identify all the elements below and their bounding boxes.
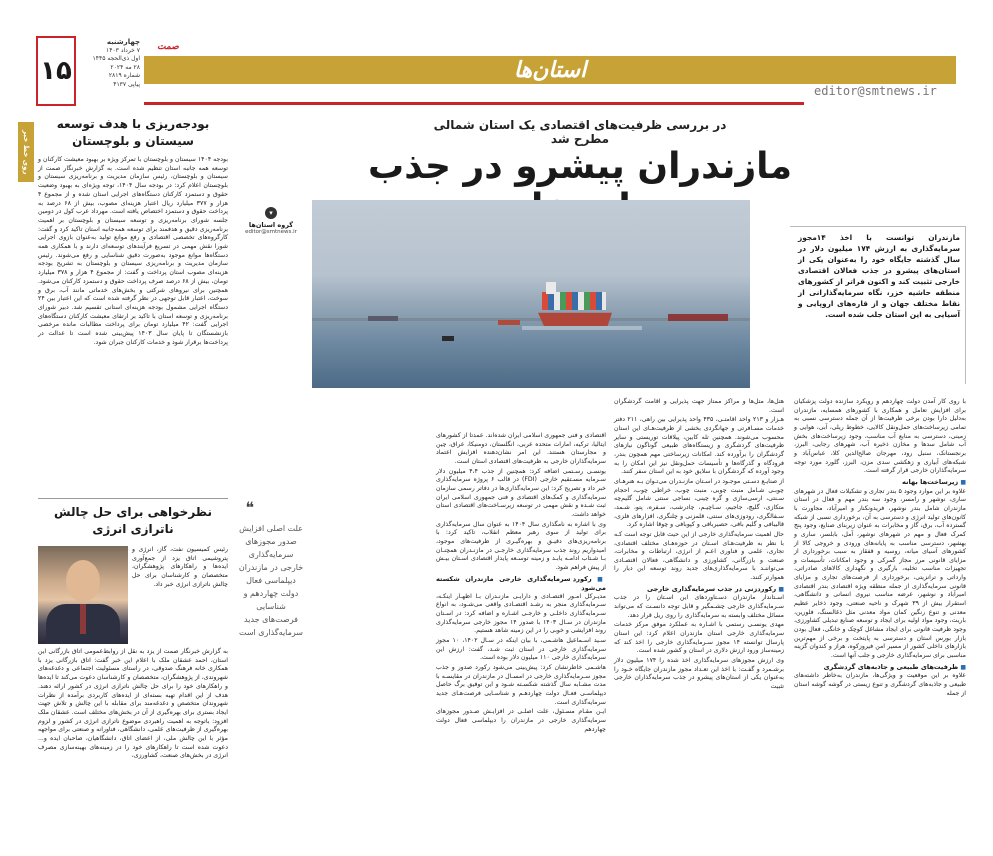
photo-ship-bridge	[546, 282, 556, 294]
date-hijri: اول ذی‌الحجه ۱۴۴۵	[92, 55, 140, 62]
article-paragraph: هاشـمی خاطرنشان کرد: پیش‌بینی می‌شود رکورد صدور و جذب مجوز سـرمایه‌گذاری خارجی در امسـال در مازندران در مقایسـه با مدت مشـابه سال گذشته شکسـته شـود و این توفیق برگ حاصل دیپلماسـی فعـال دولت چهاردهـم و شناسـایی فرصت‌هـای جدید سرمایه‌گذاری است.	[436, 664, 606, 706]
article-paragraph: مدیـرکل امـور اقتصـادی و دارایـی مازنـدران بـا اظهـار اینکـه، سـرمایه‌گذاری منجر به رشـد اقتصـادی واقعی می‌شـود، به انواع سـرمایه‌گذاری داخلـی و خارجـی اشـاره و اضافه کرد: در اسـتان مازندران در سـال ۱۴۰۳ با صدور ۱۴ مجوز خارجی سرمایه‌گذاری روند افزایشی و خوبی را در این زمینه شاهد هستیم.	[436, 592, 606, 635]
byline-group: گروه استان‌ها	[248, 221, 294, 229]
article-title: مازندران پیشرو در جذب	[368, 146, 792, 187]
article-paragraph: اسـتاندار مازندران دسـتاوردهای این اسـتان را در جذب سـرمایه‌گذاری خارجی چشـمگیر و قابل توجه دانسـت که می‌تواند مسائل مختلف وابسته به سرمایه‌گذاری را روی ریل قرار دهد.	[614, 594, 784, 619]
portrait-photo	[38, 546, 128, 644]
article-paragraph: اقتصادی و فنی جمهوری اسلامی ایران شده‌اند. عمدتا از کشورهای ایتالیا، ترکیه، امارات متحده عربی، انگلستان، دومنیکا، عراق، چین و مجارستان هستند. این امر نشان‌دهنده افزایش اعتماد سرمایه‌گذاران خارجی به ظرفیت‌های اقتصادی استان است.	[436, 432, 606, 465]
sidebar-story2-body: به گزارش خبرنگار صمت از یزد به نقل از روابط‌عمومی اتاق بازرگانی این استان، احمد عشقان ملک با اعلام این خبر گفت: اتاق بازرگانی یزد با همکاری خانه فرهنگ صدوقی، در راستای مسئولیت اجتماعی و دغدغه‌های شهروندی، از پژوهشگران، متخصصان و کارشناسان دعوت می‌کند تا ایده‌ها و راهکارهای خود را برای حل چالش ناترازی انرژی در کشور ارائه دهند. هدف از این اقدام تهیه بسته‌ای از ایده‌های کاربردی برآمده از نظرات شهروندان متخصص و دغدغه‌مند برای مقابله با این چالش و تلاش جهت ایجاد بستری برای بهره‌گیری از آن در بخش‌های مختلف است. عشقان ملک افزود: باتوجه به اهمیت راهبردی موضوع ناترازی انرژی در کشور و لزوم بهره‌گیری از ظرفیت‌های علمی، دانشگاهی، فناورانه و صنعتی برای مواجهه مؤثر با این چالش ملی، از اعضای اتاق، دانشگاهیان، صاحبان ایده و... دعوت شده است تا راهکارهای خود را در زمینه‌های بهینه‌سازی مصرف انرژی در بخش‌های صنعت، کشاورزی،	[38, 648, 228, 760]
article-paragraph: وی با اشاره به نامگذاری سال ۱۴۰۴ به عنوان سال سرمایه‌گذاری برای تولید از سوی رهبر معظم انقلاب، تاکید کرد: با برنامه‌ریزی‌های دقیـق و بهره‌گیـری از ظرفیت‌های موجود، امیدواریم روند جذب سرمایه‌گذاری خارجـی در مازنـدران همچنـان بـا شـتاب ادامـه یابـد و زمینه توسـعه پایدار اقتصادی اسـتان بیـش از پیش فراهم شود.	[436, 520, 606, 571]
article-lead: مازندران توانست با اخذ ۱۴مجوز سرمایه‌گذاری به ارزش ۱۷۴ میلیون دلار در سال گذشته جایگاه خود را به‌عنوان یکی از استان‌های پیشرو در جذب فعالان اقتصادی خارجی تثبیت کند و اکنون فراتر از کشورهای منطقه حاشیه خزر، نگاه سرمایه‌گذارانی از نقاط مختلف جهان و از قاره‌های اروپایی و آسیایی به این استان جلب شده است.	[798, 233, 960, 319]
photo-small-boat	[442, 336, 454, 341]
byline-email[interactable]: editor@smtnews.ir	[245, 229, 297, 235]
sidebar-story2-title: نظرخواهی برای حل چالش ناترازی انرژی	[53, 505, 212, 536]
quote-icon: ❝	[245, 498, 254, 517]
article-paragraph: حال اهمیت سرمایه‌گذاری خارجی از این حیث قابل توجه است کـه با نظر به ظرفیت‌هـای اسـتان در حوزه‌هـای مختلف اقتصادی، تجاری، علمی و فناوری اعـم از انرژی، ارتباطات و مخابرات، صنعت و بازرگانی، کشاورزی و دانشگاهی، فعالان اقتصـادی می‌تواننـد با سرمایه‌گذاری‌های جدید روند توسعه این دیار را هموارتر کنند.	[614, 530, 784, 582]
masthead	[36, 36, 956, 106]
article-paragraph: یونسـی رسـتمی اضافه کرد: همچنین از جذب ۴،۴ میلیون دلار سـرمایه مسـتقیم خارجی (FDI) در قالب ۶ پروژه سرمایه‌گذاری خبر داد و تصریح کرد: این سرمایه‌گذاری‌ها در دفاتر رسمی سازمان سرمایه‌گذاری و کمک‌های اقتصادی و فنی جمهوری اسلامی ایران ثبت شـده و نقش مهمی در توسعه زیرسـاخت‌های اقتصادی استان خواهد داشت.	[436, 467, 607, 518]
article-paragraph: مهدی یونسـی رستمی با اشـاره به عملکرد موفق مرکز خدمات سرمایه‌گذاری خارجی استان مازندران اعلام کرد: این استان پارسال توانسته ۱۴ مجوز سـرمایه‌گذاری خارجی را اخذ کند که زمینه‌ساز ورود ارزش دلاری در استان و کشور شده است.	[614, 621, 784, 655]
article-paragraph: هتل‌ها، متل‌ها و مراکز ممتاز جهت پذیرایی و اقامت گردشگران است.	[614, 398, 784, 414]
article-column-2	[614, 398, 784, 693]
sidebar-story1-title: بودجه‌ریزی با هدف توسعه سیستان و بلوچستان	[56, 117, 210, 148]
article-paragraph: سـید اسـماعیل هاشـمی، با بیان اینکه در سـال ۱۴۰۲، ۱۰ مجوز سرمایه‌گذاری خارجی در استان ثبت شـد، گفت: ارزش این سرمایه‌گذاری خارجی ۱۱۰ میلیون دلار بوده است.	[436, 637, 606, 662]
article-subheading: ■ رکورد سرمایه‌گذاری خارجی مازندران شکسته می‌شود	[436, 575, 606, 593]
article-paragraph: وی ارزش مجوزهای سرمایه‌گذاری اخذ شده را ۱۷۴ میلیون دلار برشـمرد و گفـت: با اخذ این تعـداد مجوز مازندران جایگاه خـود را به‌عنوان یکی از استان‌های پیشرو در جذب سرمایه‌گذاران خارجی تثبیت	[614, 657, 785, 690]
photo-tanker-ship	[668, 314, 728, 321]
article-paragraph: علاوه بر این موارد وجود ۵ بندر تجاری و تشکیلات فعال در شهرهای ساری، نوشهر و رامسر، وجود سه بندر مهم و فعال در استان مازندران شامل بندر نوشهر، فریدونکنار و امیرآباد، مجاورت با کانون‌های تولید انرژی و دسترسی به آن، برخورداری نسبی از شبکه گسترده آب، برق، گاز و مخابرات به عنوان زیربنای صنایع، وجود پنج کمرک فعال و مهم در شهرهای نوشهر، آمل، بابلسر، ساری و بهشهر، دسترسی مناسب به پایانه‌های ورودی و خروجی کالا از کشورهای آسیای میانه، روسیه و قفقاز به سبب برخورداری از مزایای قانونی مرز مجاز گمرکی و وجود امکانات، تأسیسات و تجهیزات مناسب تخلیه، بارگیری و نگهداری کالاهای صادراتی، وارداتی و ترانزیتی، برخورداری از فرصت‌های تجاری و مزایای قانونی سرمایه‌گذاری از جمله منطقه ویژه اقتصادی بندر اقتصادی امیرآباد و نوشهر، عرضه مناسب نیروی انسانی و دانشگاهی، استقرار بیش از ۳۹ شهرک و ناحیه صنعتی، وجود ذخایر عظیم معدنی و تنوع رنگین کمان مواد معدنی مثل ذغالسنگ، فلورین، باریت، وجود مواد اولیه برای ایجاد و توسعه صنایع تبدیلی کشاورزی، وجود ظرفیت قانونی برای ایجاد مشاغل کوچک و خانگی، فعال بودن بازار بورس استان و دسترسی به پایتخت و برخی از مهم‌ترین بازارهای داخلی کشور از مسیر امن فیروزکوه، هراز و کندوان گزینه مناسبی برای سرمایه‌گذاری خارجی و جلب آنها است.	[794, 487, 967, 660]
photo-distant-ship	[368, 316, 398, 321]
date-gregorian: ۲۸ مه ۲۰۲۴	[110, 63, 140, 71]
article-subheading: ■ زیرساخت‌ها بهانه	[794, 478, 966, 488]
page-number: ۱۵	[36, 36, 76, 106]
article-supertitle: در بررسی ظرفیت‌های اقتصادی یک استان شمالی مطرح شد	[433, 118, 727, 146]
hero-photo-container-ship	[312, 200, 750, 388]
article-column-1	[794, 398, 966, 699]
sidebar-story2-intro: رئیس کمیسیون نفت، گاز، انرژی و پتروشیمی اتاق یزد از جمع‌آوری ایده‌ها و راهکارهای پژوهشگران، متخصصان و کارشناسان برای حل چالش ناترازی انرژی خبر داد.	[132, 546, 228, 588]
article-paragraph: با روی کار آمدن دولت چهاردهم و رویکرد سازنده دولت پزشکیان برای افزایش تعامل و همکاری با کشورهای همسایه، مازندران به‌دلیل دارا بودن برخی ظرفیت‌ها از آن جمله دسترسی نسبی به تمامی زیرساخت‌های حمل‌ونقل کالایی، خطوط ریلی، آبی، هوایی و زمینی، دسترسی به منابع آب مناسب، وجود زیرساخت‌های بخش آب شامل سدها و مخازن ذخیره آب، شهرهای رجایی، البرز، برنجستانک، سنبل رود، مهرجان صالح‌الدین کلا، عباس‌آباد و شبکه‌های آبیاری و زهکشی سدی مزن، البرز، گلورد مورد توجه سرمایه‌گذاران خارجی قرار گرفته است.	[794, 398, 966, 475]
sidebar-story1-body: بودجه ۱۴۰۴ سیستان و بلوچستان با تمرکز ویژه بر بهبود معیشت کارکنان و توسعه همه جانبه استان تنظیم شده است. به گزارش خبرنگار صمت از سیستان و بلوچستان، رئیس سازمان مدیریت و برنامه‌ریزی سیستان و بلوچستان اعلام کرد: در بودجه سال ۱۴۰۴، توجه ویژه‌ای به بهبود وضعیت حقوق و دستمزد کارکنان دستگاه‌های اجرایی استان شده و از مجموع ۴ هزار و ۳۷۷ میلیارد ریال اعتبار هزینه‌ای مصوب، بیش از ۶۸ درصد به پرداخت حقوق و دستمزد اختصاص یافته است. مهرداد عرب‌ کول در دومین جلسه شورای برنامه‌ریزی و توسعه سیستان و بلوچستان بر اهمیت برنامه‌ریزی دقیق و هدفمند برای توسعه همه‌جانبه استان تاکید کرد و گفت: کارگروه‌های تخصصی اقتصادی و رفع موانع تولید به‌عنوان بازوی اجرایی شورا نقش مهمی در تسریع فرآیندهای توسعه‌ای دارند و با همکاری همه دستگاه‌ها موانع موجود به‌صورت دقیق شناسایی و رفع می‌شوند. رئیس سازمان مدیریت و برنامه‌ریزی سیستان و بلوچستان به تشریح بودجه هزینه‌ای مصوب استان پرداخت و گفت: از مجموع ۴ هزار و ۳۷۸ میلیارد تومان، بیش از ۶۸ درصد صرف پرداخت حقوق و دستمزد کارکنان می‌شود. همچنین برای نیروهای شرکتی و بخش‌های خدماتی مانند آب، برق و سوخت، اعتبار قابل توجهی در نظر گرفته شده است که این اعتبار بین ۲۴ دستگاه اجرایی مشمول بودجه هزینه‌ای استانی تقسیم شد. دبیر شورای برنامه‌ریزی و توسعه استان با تاکید بر ارتقای معیشت کارکنان دستگاه‌های اجرایی گفت: ۴۲ میلیارد تومان برای پرداخت مطالبات مانده مرخصی بازنشستگان تا پایان سال ۱۴۰۳ پیش‌بینی شده است تا عدالت در پرداخت‌ها برقرار شود و خدمات کارکنان جبران شود.	[38, 156, 229, 346]
news-sidebar	[18, 116, 228, 856]
section-title: استان‌ها	[513, 57, 587, 83]
article-paragraph: ایـن مقـام مسـئول، علت اصلـی در افزایـش صـدور مجوزهای سرمایه‌گذاری خارجی در مازندران را دیپلماسی فعال دولت چهاردهم	[436, 708, 606, 733]
article-subheading: ■ رکوردزنی در جذب سرمایه‌گذاری خارجی	[614, 585, 784, 595]
series-number: پیاپی ۴۱۳۷	[113, 80, 140, 88]
sidebar-tab: روی خط خبر	[18, 122, 34, 182]
article-column-3	[436, 432, 606, 735]
pull-quote: علت اصلی افزایش صدور مجوزهای سرمایه‌گذاری خارجی در مازندران دیپلماسی فعال دولت چهاردهم و شناسایی فرصت‌های جدید سرمایه‌گذاری است	[238, 524, 304, 637]
section-email[interactable]: editor@smtnews.ir	[814, 84, 937, 98]
chevron-down-icon: ▾	[265, 207, 277, 219]
article-paragraph: علاوه بر این موقعیت و ویژگی‌ها، مازندران به‌خاطر داشته‌های طبیعی و جاذبه‌های گردشگری و تنوع زیستی در گوشه گوشه استان از جمله	[794, 672, 966, 697]
sidebar-divider	[38, 498, 228, 499]
article-paragraph: هـزار و ۲۱۳ واحد اقامتـی، ۴۳۵ واحد پذیرایی بین راهی، ۲۱۱ دفتر خدمات مسـافرتی و جهانگردی بخشی از ظرفیت‌هـای این استان محسوب می‌شوند. همچنین تله کابین، پیلاقات توریستی و سایر ظرفیت‌های گردشگری و زیستگاه‌های طبیعی گوناگون نیازهای گردشگران را برآورده کند. امکانات زیرساختی مهم همچون بندر، فرودگاه و گذرگاه‌ها و تأسیسات حمل‌ونقل نیز این امکان را به وجود آورده که گردشگران با سلایق خود به این استان سفر کنند.	[614, 416, 784, 476]
header-rule	[144, 102, 804, 105]
photo-tug-ship	[498, 320, 520, 325]
portrait-tie	[80, 604, 86, 634]
issue-number: شماره ۲۸۱۹	[108, 72, 140, 79]
photo-wake	[522, 326, 642, 330]
date-block	[80, 38, 140, 89]
date-shamsi: ۷ خرداد ۱۴۰۳	[106, 46, 140, 54]
date-day: چهارشنبه	[106, 38, 140, 46]
article-subheading: ■ ظرفیت‌های طبیعی و جاذبه‌های گردشگری	[794, 663, 966, 673]
section-banner	[144, 56, 956, 84]
newspaper-logo: صمت	[157, 42, 179, 52]
portrait-face	[66, 560, 100, 602]
article-paragraph: از صنایـع دسـتی موجـود در اسـتان مازنـدران می‌تـوان بـه هنرهـای چوبـی شـامل منبت چوبی، منبت چوب، خراطی چوب، احجام سـنتی، ارسی‌سازی و گره چینی، نساجی سنتی شامل گلیم‌چه متکازی، گلیچ، جاجیم، سـاچیـم، چادرشب، سـفره، پتو، شـمد، سـفالگری، رودوزی‌های سنتی، قلمزنی و چلنگری، افزارهای فلزی، قالیبافی و گلیم بافی، حصیربافی و کپوبافی و چوقا اشاره کرد.	[614, 477, 784, 529]
byline	[238, 200, 304, 235]
photo-containers	[542, 292, 606, 310]
